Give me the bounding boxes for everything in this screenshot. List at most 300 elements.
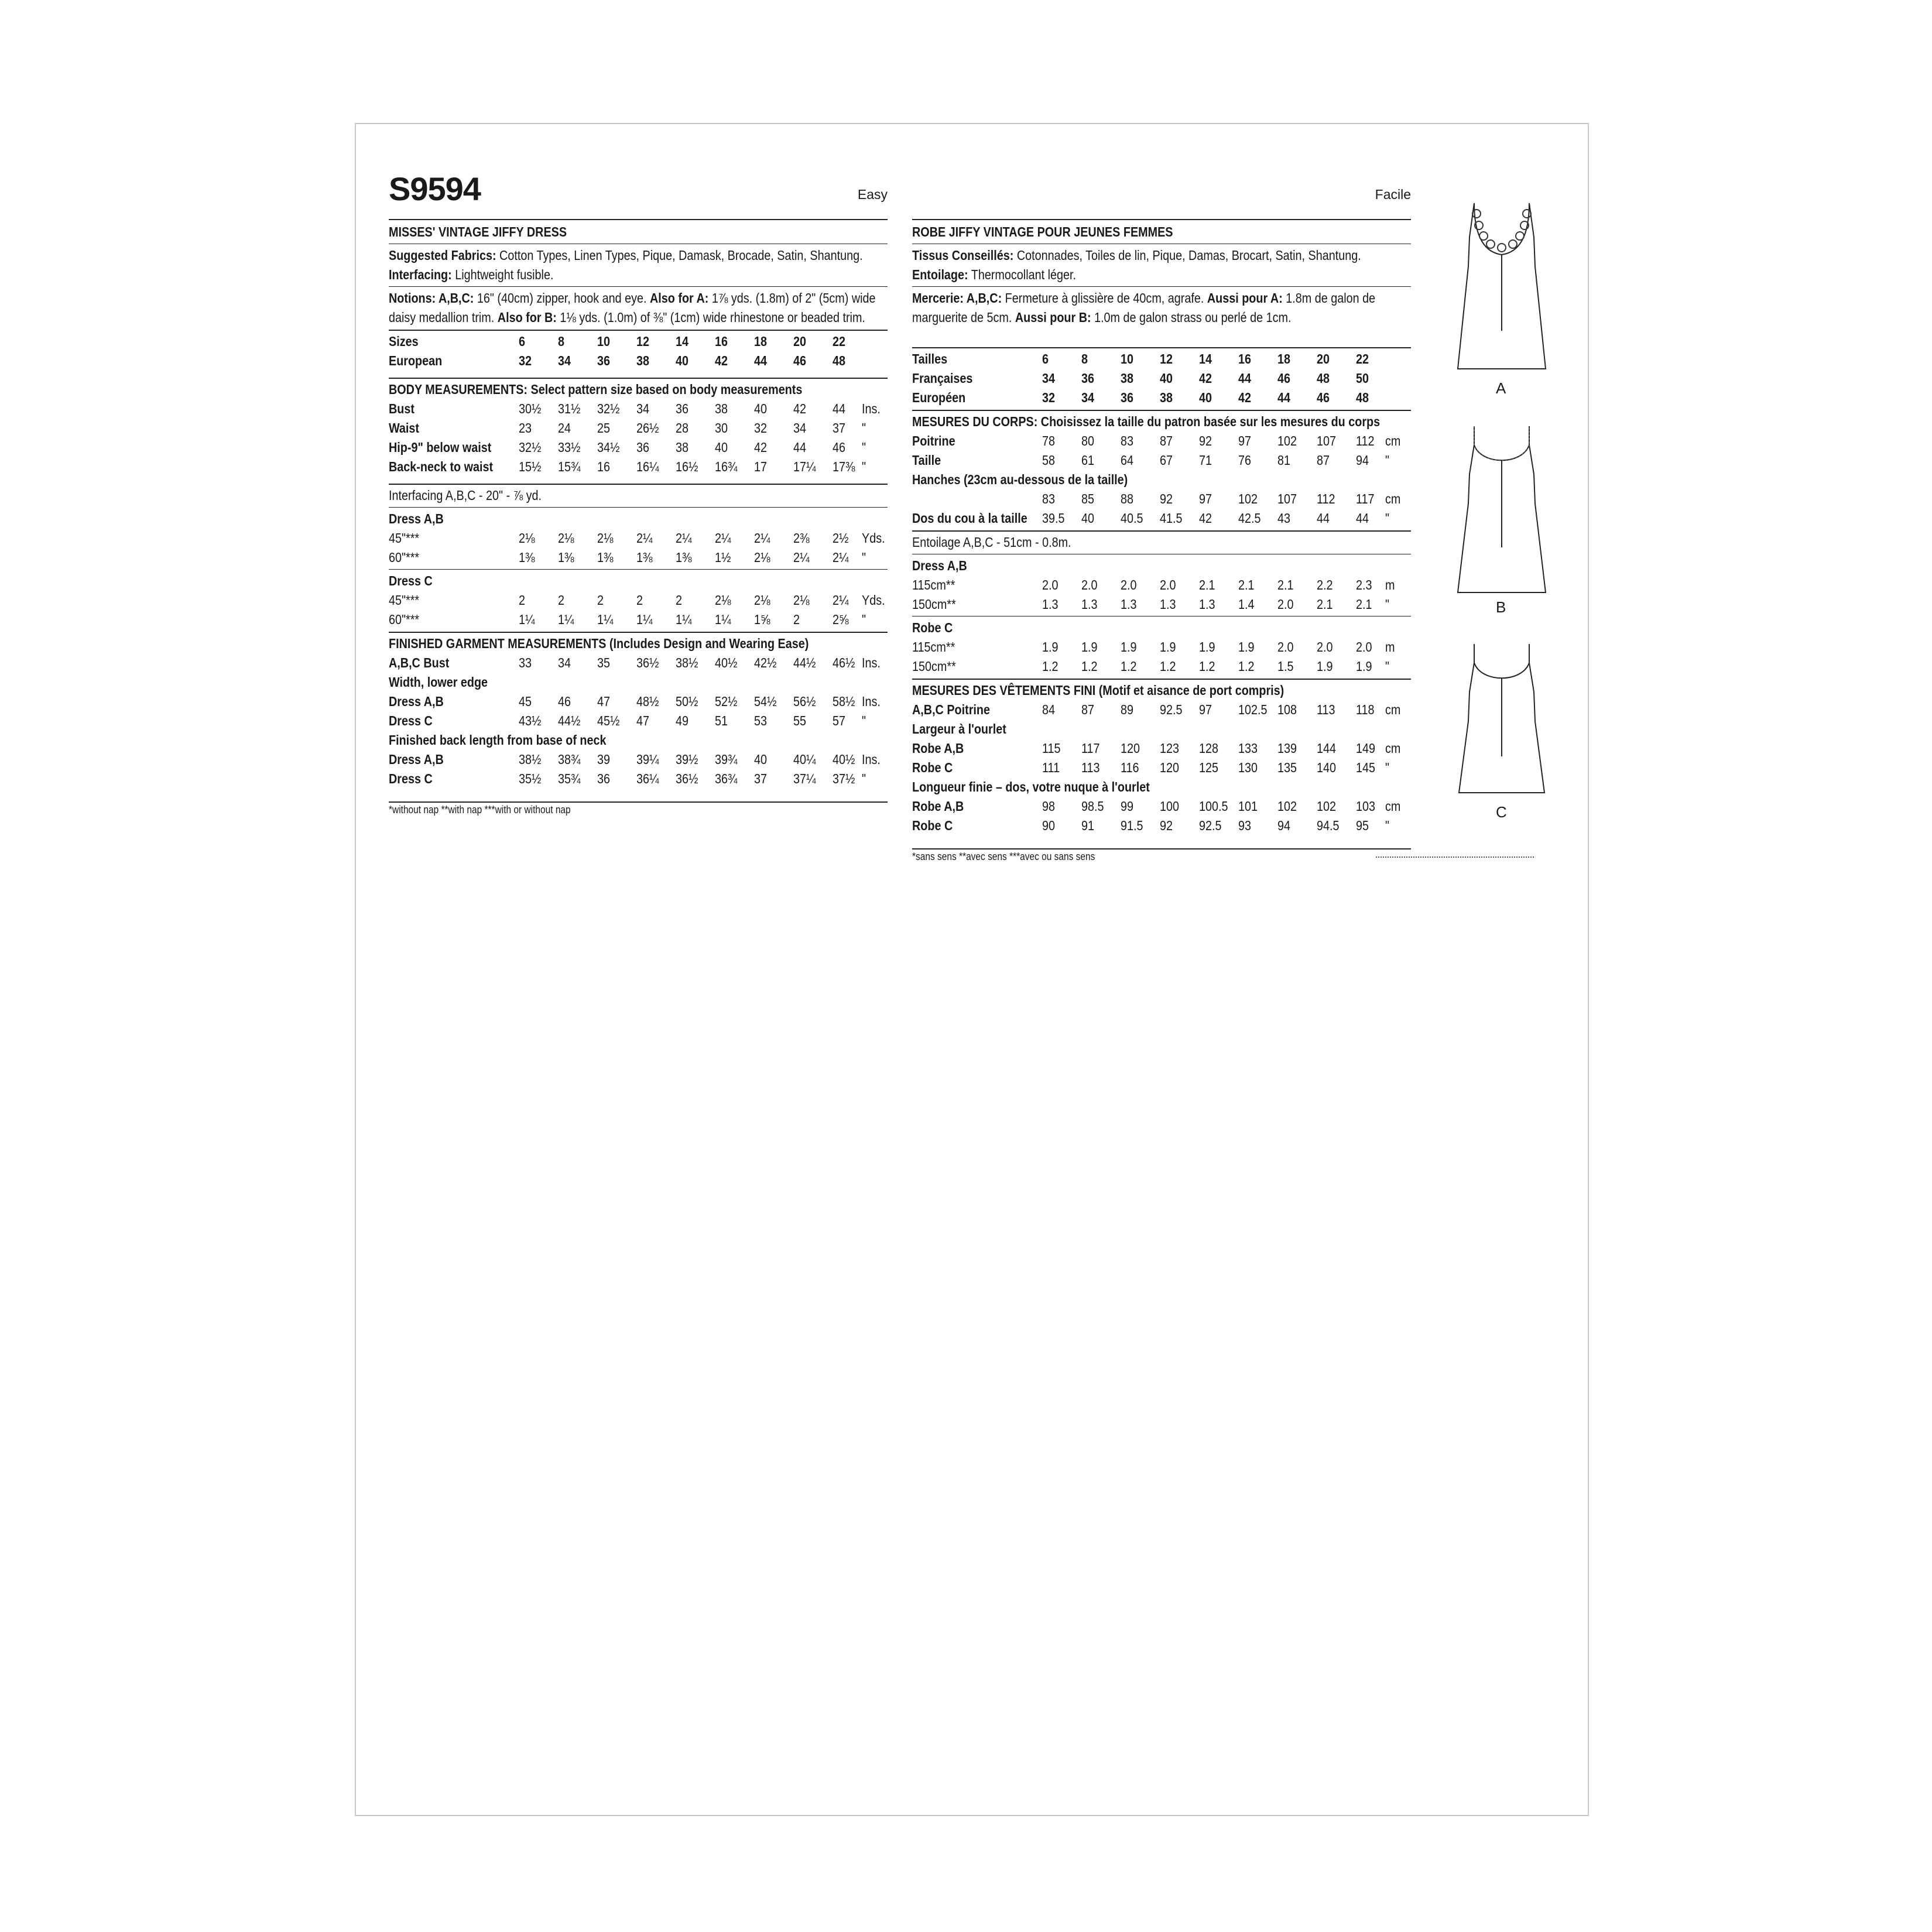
cell-value: 58½ — [833, 694, 855, 709]
para-text: 1.0m de galon strass ou perlé de 1cm. — [1094, 310, 1292, 325]
footnote: *without nap **with nap ***with or without nap — [389, 804, 571, 816]
unit-label: " — [1385, 453, 1390, 468]
cell-value: 44 — [1356, 511, 1369, 526]
cell-value: 39 — [597, 752, 611, 767]
cell-value: 2.1 — [1317, 597, 1333, 612]
cell-value: 2⅝ — [833, 612, 849, 627]
cell-value: 102.5 — [1238, 702, 1268, 717]
cell-value: 94.5 — [1317, 818, 1340, 833]
cell-value: 36 — [636, 440, 650, 455]
view-b-label: B — [1496, 598, 1506, 616]
cell-value: 1.9 — [1160, 639, 1176, 655]
cell-value: 46½ — [833, 655, 855, 670]
cell-value: 2⅛ — [715, 592, 731, 608]
interfacing-yardage: Interfacing A,B,C - 20" - ⅞ yd. — [389, 488, 542, 503]
unit-label: " — [1385, 511, 1390, 526]
row-label: Hip-9" below waist — [389, 440, 492, 455]
cell-value: 2.1 — [1199, 577, 1215, 592]
cell-value: 144 — [1317, 741, 1337, 756]
cell-value: 44 — [833, 401, 846, 416]
cell-value: 34½ — [597, 440, 620, 455]
cell-value: 83 — [1042, 491, 1056, 506]
cell-value: 1.9 — [1081, 639, 1098, 655]
french-body — [912, 222, 1411, 863]
divider — [912, 347, 1411, 348]
row-label: 60"*** — [389, 550, 420, 565]
row-label: A,B,C Poitrine — [912, 702, 990, 717]
divider — [389, 507, 888, 508]
cell-value: 35 — [597, 655, 611, 670]
cell-value: 1.5 — [1277, 659, 1294, 674]
divider — [389, 569, 888, 570]
cell-value: 2¼ — [754, 530, 770, 546]
unit-label: " — [1385, 659, 1390, 674]
cell-value: 32 — [519, 353, 532, 368]
cell-value: 18 — [1277, 351, 1291, 366]
cell-value: 33½ — [558, 440, 581, 455]
cell-value: 36 — [1081, 371, 1095, 386]
cell-value: 25 — [597, 420, 611, 436]
row-label: Back-neck to waist — [389, 459, 494, 474]
cell-value: 139 — [1277, 741, 1297, 756]
body-measurements-heading: BODY MEASUREMENTS: Select pattern size based on body measurements — [389, 382, 803, 397]
divider — [389, 286, 888, 287]
divider — [389, 378, 888, 379]
cell-value: 38 — [676, 440, 689, 455]
cell-value: 91.5 — [1121, 818, 1143, 833]
cell-value: 113 — [1317, 702, 1335, 717]
cell-value: 23 — [519, 420, 532, 436]
cell-value: 94 — [1277, 818, 1291, 833]
unit-label: cm — [1385, 491, 1401, 506]
row-label: Waist — [389, 420, 420, 436]
cell-value: 44½ — [793, 655, 816, 670]
para-text: Cotonnades, Toiles de lin, Pique, Damas, Brocart, Satin, Shantung. — [1016, 248, 1361, 263]
row-label: Robe C — [912, 818, 953, 833]
unit-label: " — [862, 612, 866, 627]
cell-value: 42 — [793, 401, 807, 416]
table-row — [389, 610, 888, 629]
cell-value: 48 — [833, 353, 846, 368]
cell-value: 20 — [793, 334, 807, 349]
cell-value: 46 — [1317, 390, 1330, 405]
cell-value: 26½ — [636, 420, 659, 436]
cell-value: 94 — [1356, 453, 1369, 468]
cell-value: 58 — [1042, 453, 1056, 468]
cell-value: 2⅜ — [793, 530, 810, 546]
cell-value: 128 — [1199, 741, 1219, 756]
cell-value: 145 — [1356, 760, 1376, 775]
cell-value: 34 — [1081, 390, 1095, 405]
cropped-text-fragment — [1376, 857, 1534, 861]
row-label: Robe A,B — [912, 741, 964, 756]
unit-label: " — [862, 459, 866, 474]
cell-value: 38½ — [676, 655, 698, 670]
footnote-fr: *sans sens **avec sens ***avec ou sans sens — [912, 851, 1095, 862]
subheading: Finished back length from base of neck — [389, 732, 607, 748]
table-row — [912, 509, 1411, 528]
cell-value: 67 — [1160, 453, 1173, 468]
cell-value: 1⅜ — [597, 550, 614, 565]
cell-value: 42.5 — [1238, 511, 1261, 526]
cell-value: 44 — [1317, 511, 1330, 526]
para-text: 16" (40cm) zipper, hook and eye. — [477, 290, 647, 306]
unit-label: m — [1385, 639, 1395, 655]
mesures-vetements-heading: MESURES DES VÊTEMENTS FINI (Motif et aisance de port compris) — [912, 683, 1284, 698]
header-rule-fr — [912, 219, 1411, 220]
cell-value: 35¾ — [558, 771, 581, 786]
cell-value: 1.3 — [1081, 597, 1098, 612]
cell-value: 2¼ — [793, 550, 810, 565]
spacer — [389, 477, 888, 481]
cell-value: 16 — [715, 334, 728, 349]
subheading: Hanches (23cm au-dessous de la taille) — [912, 472, 1128, 487]
cell-value: 15½ — [519, 459, 542, 474]
cell-value: 78 — [1042, 433, 1056, 448]
cell-value: 34 — [636, 401, 650, 416]
cell-value: 44 — [754, 353, 768, 368]
row-label: Bust — [389, 401, 415, 416]
yardage-group-label: Dress C — [389, 573, 433, 588]
para-label: Also for A: — [650, 290, 709, 306]
cell-value: 98 — [1042, 799, 1056, 814]
cell-value: 1.9 — [1042, 639, 1059, 655]
cell-value: 41.5 — [1160, 511, 1183, 526]
cell-value: 108 — [1277, 702, 1297, 717]
dress-view-b-sketch — [1452, 422, 1551, 597]
unit-label: cm — [1385, 741, 1401, 756]
header-rule — [389, 219, 888, 220]
table-row — [912, 576, 1411, 595]
cell-value: 54½ — [754, 694, 777, 709]
cell-value: 125 — [1199, 760, 1219, 775]
cell-value: 42 — [715, 353, 728, 368]
cell-value: 64 — [1121, 453, 1134, 468]
cell-value: 102 — [1277, 433, 1297, 448]
cell-value: 102 — [1317, 799, 1337, 814]
cell-value: 2.0 — [1042, 577, 1059, 592]
cell-value: 40 — [1081, 511, 1095, 526]
table-row — [912, 657, 1411, 676]
cell-value: 37½ — [833, 771, 855, 786]
cell-value: 89 — [1121, 702, 1134, 717]
table-row — [389, 399, 888, 419]
cell-value: 16 — [1238, 351, 1252, 366]
table-row — [389, 750, 888, 769]
cell-value: 36 — [597, 771, 611, 786]
cell-value: 1⅜ — [636, 550, 653, 565]
cell-value: 28 — [676, 420, 689, 436]
cell-value: 10 — [597, 334, 611, 349]
cell-value: 112 — [1317, 491, 1335, 506]
cell-value: 8 — [1081, 351, 1088, 366]
cell-value: 2.0 — [1160, 577, 1176, 592]
cell-value: 34 — [558, 353, 571, 368]
cell-value: 14 — [1199, 351, 1212, 366]
cell-value: 2⅛ — [754, 550, 770, 565]
cell-value: 101 — [1238, 799, 1258, 814]
cell-value: 36 — [597, 353, 611, 368]
niveau-difficulte: Facile — [1375, 187, 1411, 202]
para-text: 1⅞ yds. (1.8m) of 2" (5cm) wide daisy medallion trim. — [389, 290, 876, 325]
cell-value: 36¾ — [715, 771, 738, 786]
cell-value: 2.2 — [1317, 577, 1333, 592]
row-label: European — [389, 353, 443, 368]
cell-value: 40¼ — [793, 752, 816, 767]
row-label: Robe A,B — [912, 799, 964, 814]
spacer — [912, 327, 1411, 345]
cell-value: 1.2 — [1160, 659, 1176, 674]
cell-value: 16 — [597, 459, 611, 474]
cell-value: 117 — [1081, 741, 1100, 756]
divider — [389, 484, 888, 485]
cell-value: 97 — [1199, 702, 1212, 717]
cell-value: 2 — [558, 592, 565, 608]
cell-value: 39.5 — [1042, 511, 1065, 526]
para-text: Thermocollant léger. — [971, 267, 1076, 282]
unit-label: Ins. — [862, 752, 881, 767]
cell-value: 107 — [1317, 433, 1337, 448]
cell-value: 1¼ — [676, 612, 692, 627]
row-label: Poitrine — [912, 433, 955, 448]
cell-value: 36¼ — [636, 771, 659, 786]
cell-value: 1.2 — [1199, 659, 1215, 674]
cell-value: 133 — [1238, 741, 1258, 756]
row-label: 115cm** — [912, 577, 955, 592]
cell-value: 120 — [1121, 741, 1140, 756]
row-label: Dress C — [389, 713, 433, 728]
table-row — [389, 653, 888, 673]
table-row — [912, 369, 1411, 388]
table-row — [912, 700, 1411, 720]
cell-value: 2.3 — [1356, 577, 1372, 592]
cell-value: 38 — [636, 353, 650, 368]
cell-value: 38 — [1121, 371, 1134, 386]
cell-value: 118 — [1356, 702, 1375, 717]
cell-value: 1⅝ — [754, 612, 770, 627]
table-row — [912, 638, 1411, 657]
table-row — [912, 350, 1411, 369]
cell-value: 55 — [793, 713, 807, 728]
cell-value: 32½ — [519, 440, 542, 455]
cell-value: 2 — [597, 592, 604, 608]
table-row — [912, 489, 1411, 509]
unit-label: Ins. — [862, 694, 881, 709]
divider — [912, 410, 1411, 411]
cell-value: 48 — [1356, 390, 1369, 405]
cell-value: 44 — [1277, 390, 1291, 405]
para-text: Fermeture à glissière de 40cm, agrafe. — [1005, 290, 1204, 306]
cell-value: 76 — [1238, 453, 1252, 468]
cell-value: 30 — [715, 420, 728, 436]
cell-value: 45 — [519, 694, 532, 709]
cell-value: 84 — [1042, 702, 1056, 717]
row-label: Dress C — [389, 771, 433, 786]
cell-value: 42½ — [754, 655, 777, 670]
cell-value: 36 — [676, 401, 689, 416]
table-row — [389, 529, 888, 548]
notions — [389, 289, 888, 327]
cell-value: 93 — [1238, 818, 1252, 833]
cell-value: 52½ — [715, 694, 738, 709]
cell-value: 2.1 — [1356, 597, 1372, 612]
row-label: Tailles — [912, 351, 948, 366]
cell-value: 2.0 — [1277, 597, 1294, 612]
unit-label: " — [1385, 818, 1390, 833]
cell-value: 1.3 — [1160, 597, 1176, 612]
cell-value: 32½ — [597, 401, 620, 416]
row-label: Robe C — [912, 760, 953, 775]
cell-value: 102 — [1238, 491, 1258, 506]
cell-value: 116 — [1121, 760, 1139, 775]
cell-value: 1.9 — [1356, 659, 1372, 674]
unit-label: " — [862, 771, 866, 786]
english-column — [389, 170, 888, 866]
cell-value: 117 — [1356, 491, 1375, 506]
cell-value: 1.3 — [1121, 597, 1137, 612]
cell-value: 149 — [1356, 741, 1376, 756]
unit-label: cm — [1385, 799, 1401, 814]
cell-value: 98.5 — [1081, 799, 1104, 814]
row-label: Européen — [912, 390, 966, 405]
cell-value: 97 — [1199, 491, 1212, 506]
table-row — [389, 548, 888, 567]
cell-value: 1⅜ — [676, 550, 692, 565]
table-row — [912, 451, 1411, 470]
cell-value: 10 — [1121, 351, 1134, 366]
cell-value: 56½ — [793, 694, 816, 709]
row-label: Françaises — [912, 371, 973, 386]
cell-value: 32 — [754, 420, 768, 436]
row-label: 60"*** — [389, 612, 420, 627]
table-row — [389, 351, 888, 371]
row-label: 45"*** — [389, 530, 420, 546]
cell-value: 40 — [676, 353, 689, 368]
cell-value: 61 — [1081, 453, 1095, 468]
cell-value: 17 — [754, 459, 768, 474]
row-label: Dress A,B — [389, 752, 444, 767]
cell-value: 92 — [1160, 818, 1173, 833]
cell-value: 2.0 — [1277, 639, 1294, 655]
cell-value: 92.5 — [1199, 818, 1222, 833]
table-row — [389, 332, 888, 351]
cell-value: 2⅛ — [597, 530, 614, 546]
para-text: 1⅛ yds. (1.0m) of ⅜" (1cm) wide rhinestone or beaded trim. — [560, 310, 865, 325]
unit-label: cm — [1385, 702, 1401, 717]
cell-value: 92.5 — [1160, 702, 1183, 717]
cell-value: 37¼ — [793, 771, 816, 786]
cell-value: 88 — [1121, 491, 1134, 506]
cell-value: 49 — [676, 713, 689, 728]
cell-value: 35½ — [519, 771, 542, 786]
dress-view-a-sketch — [1452, 196, 1551, 372]
cell-value: 1.9 — [1238, 639, 1255, 655]
cell-value: 1.2 — [1238, 659, 1255, 674]
cell-value: 42 — [754, 440, 768, 455]
unit-label: " — [862, 713, 866, 728]
cell-value: 91 — [1081, 818, 1095, 833]
cell-value: 2.0 — [1121, 577, 1137, 592]
cell-value: 50 — [1356, 371, 1369, 386]
cell-value: 2⅛ — [558, 530, 574, 546]
cell-value: 14 — [676, 334, 689, 349]
cell-value: 48½ — [636, 694, 659, 709]
table-row — [389, 711, 888, 731]
cell-value: 1.2 — [1042, 659, 1059, 674]
pattern-title-fr: ROBE JIFFY VINTAGE POUR JEUNES FEMMES — [912, 224, 1173, 239]
unit-label: " — [862, 550, 866, 565]
cell-value: 12 — [636, 334, 650, 349]
cell-value: 97 — [1238, 433, 1252, 448]
para-text: 1.8m de galon de marguerite de 5cm. — [912, 290, 1376, 325]
table-row — [389, 457, 888, 477]
difficulty-level: Easy — [857, 187, 888, 202]
row-label: 150cm** — [912, 597, 956, 612]
cell-value: 38 — [715, 401, 728, 416]
cell-value: 2⅛ — [793, 592, 810, 608]
cell-value: 47 — [636, 713, 650, 728]
para-label: Entoilage: — [912, 267, 968, 282]
para-label: Notions: A,B,C: — [389, 290, 474, 306]
cell-value: 2 — [519, 592, 526, 608]
cell-value: 112 — [1356, 433, 1375, 448]
cell-value: 48 — [1317, 371, 1330, 386]
cell-value: 44 — [793, 440, 807, 455]
table-row — [912, 816, 1411, 835]
cell-value: 42 — [1238, 390, 1252, 405]
cell-value: 1.3 — [1042, 597, 1059, 612]
unit-label: Ins. — [862, 655, 881, 670]
row-label: 115cm** — [912, 639, 955, 655]
para-label: Tissus Conseillés: — [912, 248, 1014, 263]
cell-value: 36 — [1121, 390, 1134, 405]
subheading: Longueur finie – dos, votre nuque à l'ourlet — [912, 779, 1150, 794]
para-label: Aussi pour B: — [1015, 310, 1091, 325]
cell-value: 24 — [558, 420, 571, 436]
table-row — [912, 739, 1411, 758]
divider — [389, 330, 888, 331]
yardage-group-label: Dress A,B — [389, 511, 444, 526]
cell-value: 87 — [1317, 453, 1330, 468]
cell-value: 1.2 — [1081, 659, 1098, 674]
cell-value: 1¼ — [597, 612, 614, 627]
cell-value: 33 — [519, 655, 532, 670]
cell-value: 37 — [754, 771, 768, 786]
cell-value: 1¼ — [558, 612, 574, 627]
view-a-label: A — [1496, 379, 1506, 397]
cell-value: 100.5 — [1199, 799, 1228, 814]
table-row — [912, 388, 1411, 407]
cell-value: 2¼ — [715, 530, 731, 546]
cell-value: 42 — [1199, 511, 1212, 526]
cell-value: 2.0 — [1356, 639, 1372, 655]
cell-value: 22 — [833, 334, 846, 349]
row-label: 150cm** — [912, 659, 956, 674]
para-label: Interfacing: — [389, 267, 452, 282]
para-label: Suggested Fabrics: — [389, 248, 496, 263]
cell-value: 100 — [1160, 799, 1180, 814]
cell-value: 2¼ — [636, 530, 653, 546]
cell-value: 40 — [1199, 390, 1212, 405]
table-row — [912, 431, 1411, 451]
table-row — [389, 769, 888, 789]
cell-value: 107 — [1277, 491, 1297, 506]
para-text: Cotton Types, Linen Types, Pique, Damask, Brocade, Satin, Shantung. — [499, 248, 863, 263]
cell-value: 40 — [754, 401, 768, 416]
cell-value: 36½ — [636, 655, 659, 670]
tissus-conseilles — [912, 246, 1411, 285]
table-row — [912, 595, 1411, 614]
